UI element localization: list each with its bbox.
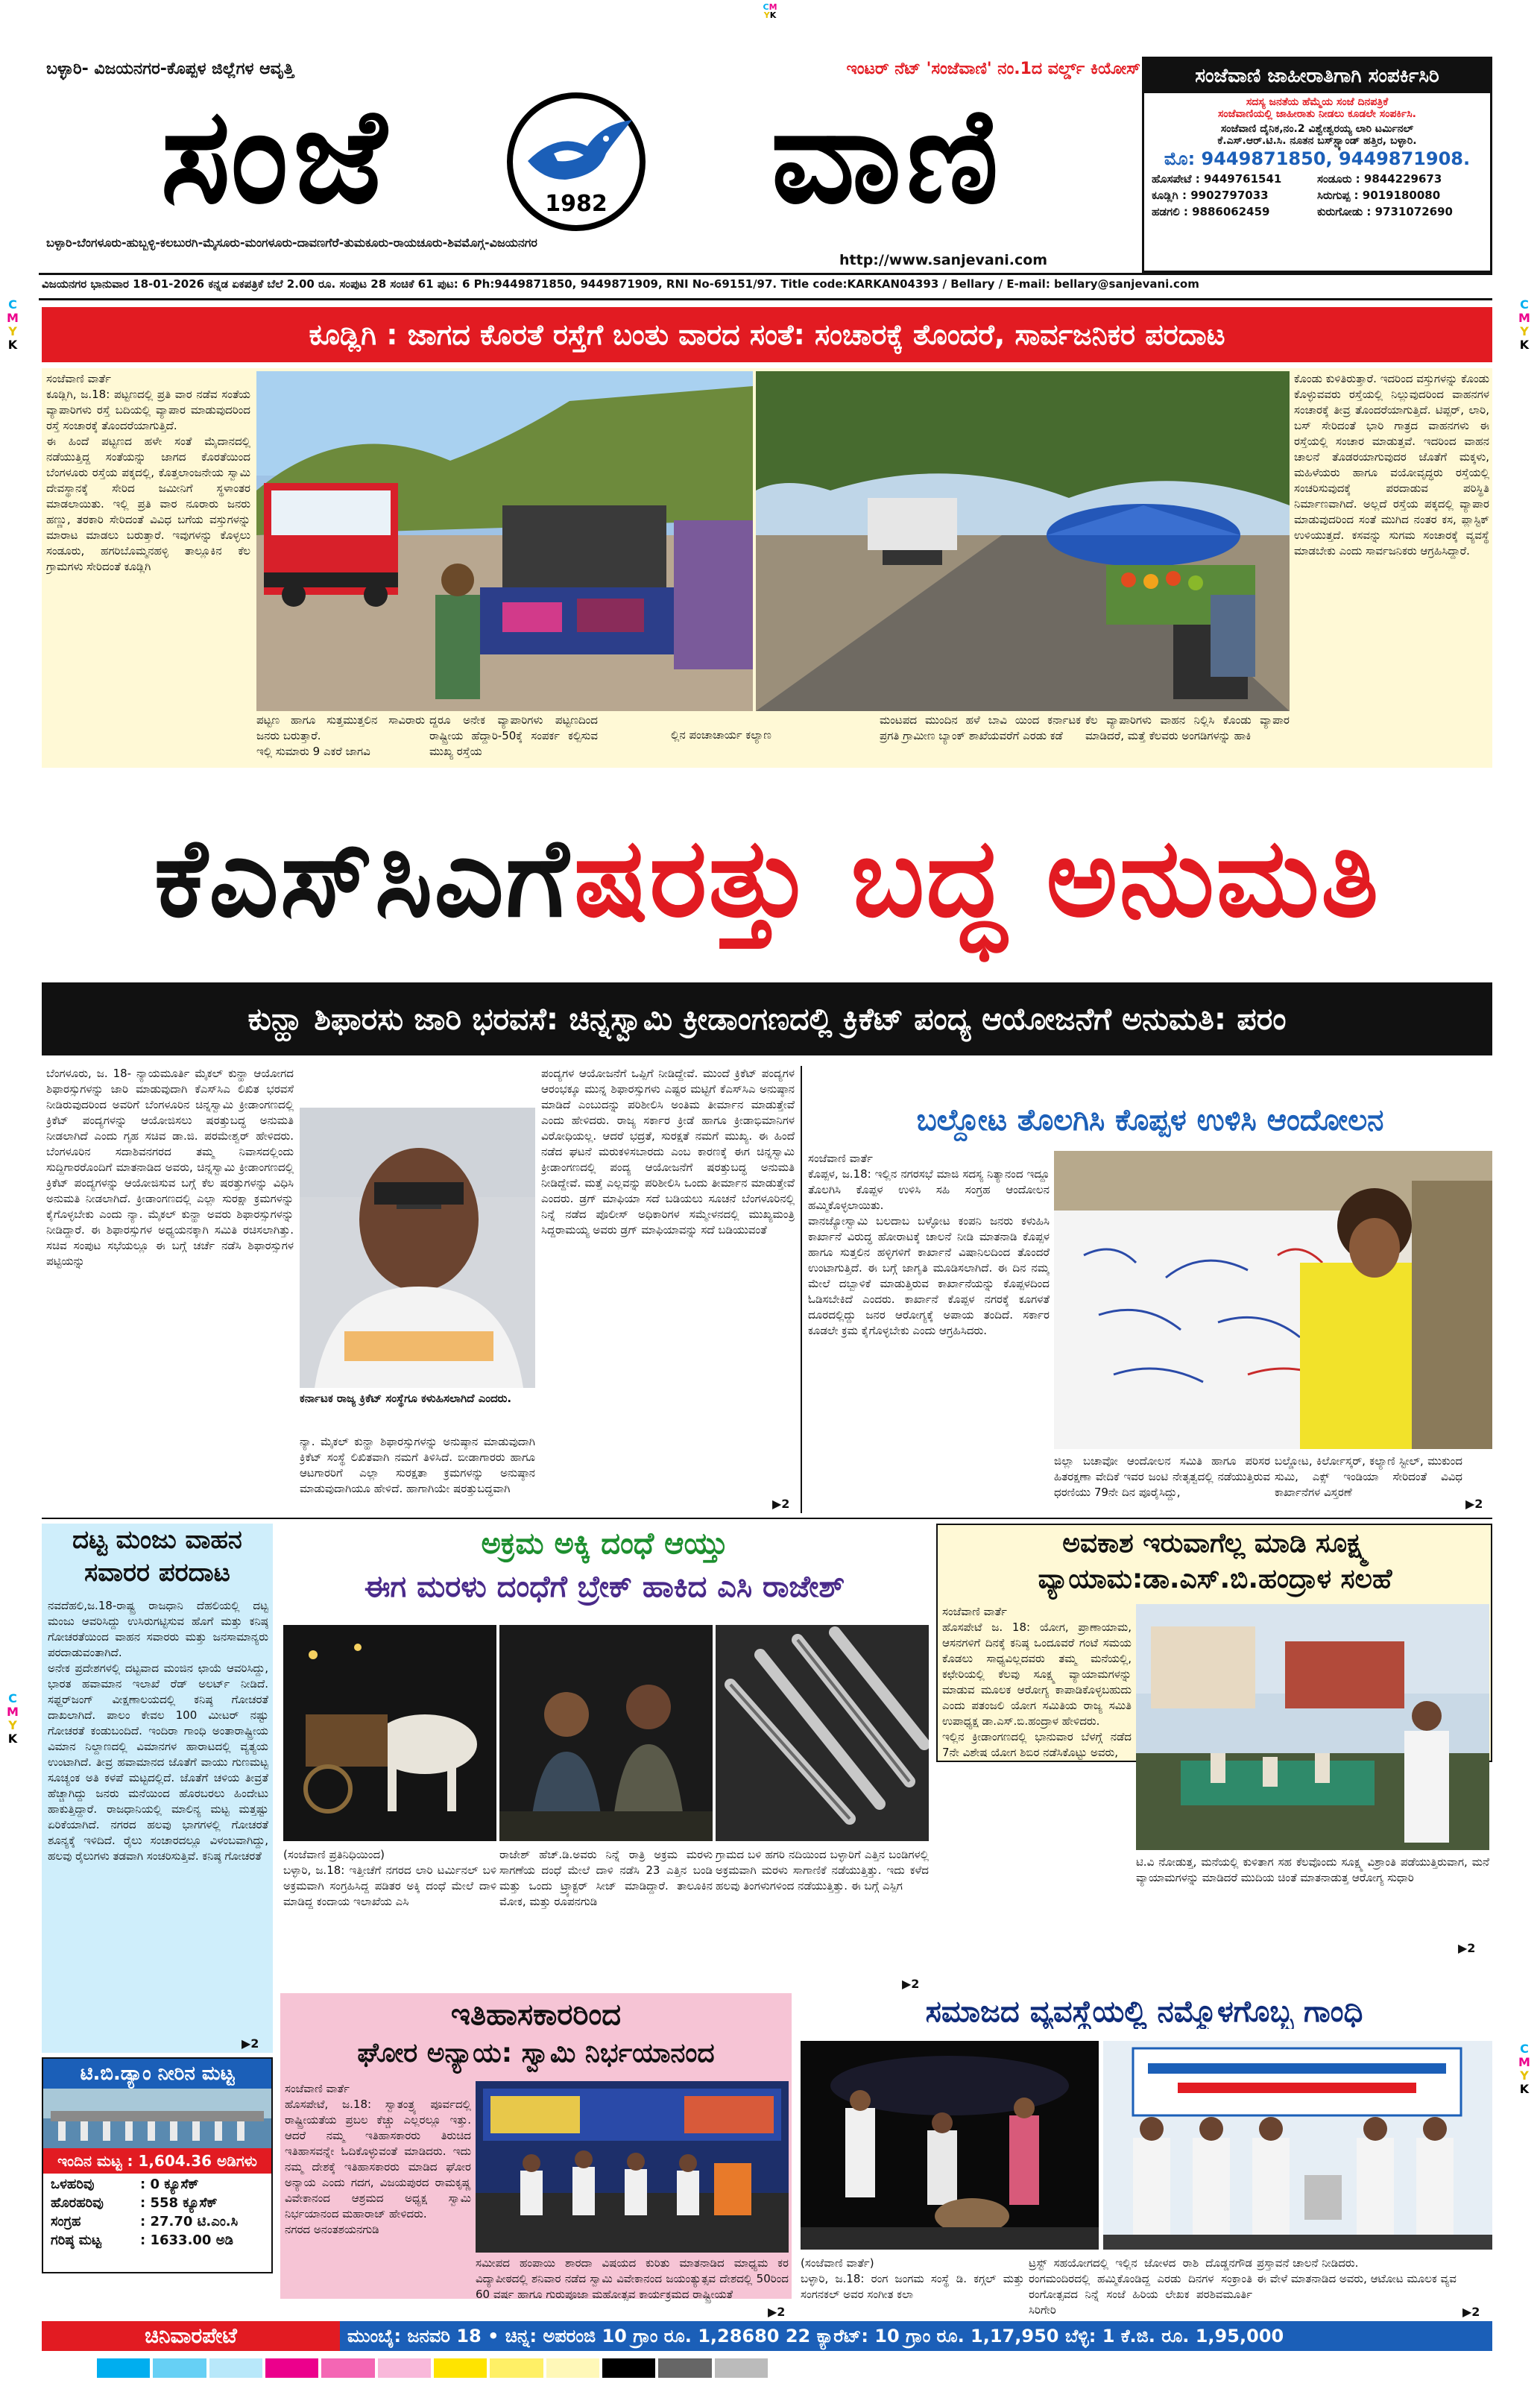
lead-photo <box>300 1108 535 1388</box>
ad-box-red-line-1: ಸದಸ್ಯ ಜನತೆಯ ಹೆಮ್ಮೆಯ ಸಂಜೆ ದಿನಪತ್ರಿಕೆ <box>1246 96 1389 108</box>
itihasa-continued: ▶2 <box>768 2305 786 2319</box>
ad-box-office-1: ಸಂಜೆವಾಣಿ ದೈನಿಕ,ನಂ.2 ವಿಶ್ವೇಶ್ವರಯ್ಯ ಲಾರಿ ಟರ್ಮಿನಲ್ <box>1220 123 1414 135</box>
internet-line: ಇಂಟರ್ ನೆಟ್ 'ಸಂಜೆವಾಣಿ' ನಂ.1ದ ವರ್ಲ್ಡ್ ಕಿಯೋಸ್ <box>846 60 1140 78</box>
edition-line: ಬಳ್ಳಾರಿ- ವಿಜಯನಗರ-ಕೊಪ್ಪಳ ಜಿಲ್ಲೆಗಳ ಆವೃತ್ತಿ <box>46 60 294 78</box>
ballot-headline: ಬಲ್ದೋಟ ತೊಲಗಿಸಿ ಕೊಪ್ಪಳ ಉಳಿಸಿ ಆಂದೋಲನ <box>916 1103 1384 1137</box>
ballot-caption-right: ಬಲ್ಡೋಟ, ಕಿರ್ಲೋಸ್ಕರ್, ಕಲ್ಯಾಣಿ ಸ್ಟೀಲ್, ಮುಕುಂದ ಸುಮಿ, ಎಕ್ಸ್ ಇಂಡಿಯಾ ಸೇರಿದಂತೆ ವಿವಿಧ ಕಾರ್ಖಾನೆಗಳ ವಿಸ್ತರಣೆ <box>1275 1454 1462 1499</box>
ad-box-contacts <box>1144 169 1490 221</box>
color-swatch <box>490 2358 543 2378</box>
registration-mark-right-1: C M Y K <box>1518 297 1530 352</box>
story1-right-col: ಕೊಂಡು ಕುಳಿತಿರುತ್ತಾರೆ. ಇದರಿಂದ ವಸ್ತುಗಳನ್ನು ಕೊಂಡು ಕೊಳ್ಳುವವರು ರಸ್ತೆಯಲ್ಲಿ ನಿಲ್ಲುವುದರಿಂದ ವಾಹನಗಳ ಸಂಚಾರಕ್ಕೆ ತೀವ್ರ ತೊಂದರೆಯಾಗುತ್ತಿದೆ. ಟಿಪ್ಪರ್, ಲಾರಿ, ಬಸ್ ಸೇರಿದಂತೆ ಭಾರಿ ಗಾತ್ರದ ವಾಹನಗಳು ಈ ರಸ್ತೆಯಲ್ಲಿ ಸಂಚಾರ ಮಾಡುತ್ತವೆ. ಇದರಿಂದ ವಾಹನ ಚಾಲನೆ ತೊಡರಯಾಗುವುದರ ಜೊತೆಗೆ ಮಕ್ಕಳು, ಮಹಿಳೆಯರು ಹಾಗೂ ವಯೋವೃದ್ಧರು ರಸ್ತೆಯಲ್ಲಿ ಸಂಚರಿಸುವುದಕ್ಕೆ ಪರದಾಡುವ ಪರಿಸ್ಥಿತಿ ನಿರ್ಮಾಣವಾಗಿದೆ. ಅಲ್ಲದೆ ರಸ್ತೆಯ ಪಕ್ಕದಲ್ಲಿ ವ್ಯಾಪಾರ ಮಾಡುವುದರಿಂದ ಸಂತೆ ಮುಗಿದ ನಂತರ ಕಸ, ಪ್ಲಾಸ್ಟಿಕ್ ಉಳಿಯುತ್ತದೆ. ಕಸವನ್ನು ಸುಗಮ ಸಂಚಾರಕ್ಕೆ ವ್ಯವಸ್ಥೆ ಮಾಡಬೇಕು ಎಂದು ಸಾರ್ವಜನಿಕರು ಆಗ್ರಹಿಸಿದ್ದಾರೆ. <box>1294 372 1489 558</box>
itihasa-headline-2: ಘೋರ ಅನ್ಯಾಯ: ಸ್ವಾಮಿ ನಿರ್ಭಯಾನಂದ <box>357 2038 715 2068</box>
color-swatch <box>434 2358 487 2378</box>
color-swatch <box>715 2358 768 2378</box>
lead-col2-below: ನ್ಯಾ. ಮೈಕಲ್ ಕುನ್ಹಾ ಶಿಫಾರಸ್ಸುಗಳನ್ನು ಅನುಷ್ಠಾನ ಮಾಡುವುದಾಗಿ ಕ್ರಿಕೆಟ್ ಸಂಸ್ಥೆ ಲಿಖಿತವಾಗಿ ನಮಗೆ ತಿಳಿಸಿದೆ. ಬೀಡಾಗಾರರು ಹಾಗೂ ಆಟಗಾರರಿಗೆ ಎಲ್ಲಾ ಸುರಕ್ಷತಾ ಕ್ರಮಗಳನ್ನು ಅನುಷ್ಠಾನ ಮಾಡುವುದಾಗಿಯೂ ಹೇಳಿದೆ. ಹಾಗಾಗಿಯೇ ಷರತ್ತುಬದ್ಧವಾಗಿ <box>300 1435 535 1495</box>
dateline-rule-bottom <box>39 298 1492 300</box>
dam-level: ಇಂದಿನ ಮಟ್ಟ : 1,604.36 ಅಡಿಗಳು <box>43 2148 271 2174</box>
gandhi-col3: ಪ್ರಸ್ತಾವನೆ ಚಾಲನೆ ನೀಡಿದರು. ಈ ವೇಳೆ ಮಾತನಾಡಿದ ಅವರು, ಆಟೋಟ ಮೂಲಕ ವ್ಯವ <box>1257 2256 1457 2285</box>
dateline: ವಿಜಯನಗರ ಭಾನುವಾರ 18-01-2026 ಕನ್ನಡ ಏಕಪತ್ರಿಕೆ ಬೆಲೆ 2.00 ರೂ. ಸಂಪುಟ 28 ಸಂಚಿಕೆ 61 ಪುಟ: 6 Ph:9449871850, 9449871909, RNI No-69151/97. Title code:KARKAN04393 / Bellary / E-mail: bellary@sanjevani.com <box>42 277 1199 291</box>
boat-headline-1: ದಟ್ಟ ಮಂಜು ವಾಹನ <box>72 1525 242 1555</box>
lead-subhead: ಕುನ್ಹಾ ಶಿಫಾರಸು ಜಾರಿ ಭರವಸೆ: ಚಿನ್ನಸ್ವಾಮಿ ಕ್ರೀಡಾಂಗಣದಲ್ಲಿ ಕ್ರಿಕೆಟ್ ಪಂದ್ಯ ಆಯೋಜನೆಗೆ ಅನುಮತಿ: ಪರಂ <box>247 1001 1287 1037</box>
dam-heading: ಟಿ.ಬಿ.ಡ್ಯಾಂ ನೀರಿನ ಮಟ್ಟ <box>43 2059 271 2089</box>
yoga-photo <box>1136 1604 1489 1850</box>
boat-headline-2: ಸವಾರರ ಪರದಾಟ <box>84 1558 230 1588</box>
akrama-photo-1 <box>283 1625 496 1841</box>
registration-mark-right-2: C M Y K <box>1518 2042 1530 2096</box>
story1-photo-2 <box>756 371 1290 711</box>
itihasa-photo <box>476 2081 789 2253</box>
lead-headline-red: ಷರತ್ತು ಬದ್ಧ ಅನುಮತಿ <box>573 815 1380 941</box>
gandhi-headline: ಸಮಾಜದ ವ್ಯವಸ್ಥೆಯಲ್ಲಿ ನಮ್ಮೊಳಗೊಬ್ಬ ಗಾಂಧಿ <box>925 1995 1363 2029</box>
ad-box-heading: ಸಂಜೆವಾಣಿ ಜಾಹೀರಾತಿಗಾಗಿ ಸಂಪರ್ಕಿಸಿರಿ <box>1144 59 1490 93</box>
story1-below-1: ಪಟ್ಟಣ ಹಾಗೂ ಸುತ್ತಮುತ್ತಲಿನ ಸಾವಿರಾರು ಜನರು ಬರುತ್ತಾರೆ. ಇಲ್ಲಿ ಸುಮಾರು 9 ಎಕರೆ ಜಾಗವಿ <box>256 713 425 758</box>
ad-box-red-line-2: ಸಂಜೆವಾಣಿಯಲ್ಲಿ ಜಾಹೀರಾತು ನೀಡಲು ಕೂಡಲೇ ಸಂಪರ್ಕಿಸಿ. <box>1218 108 1416 120</box>
lead-col1: ಬೆಂಗಳೂರು, ಜ. 18- ನ್ಯಾಯಮೂರ್ತಿ ಮೈಕಲ್ ಕುನ್ಹಾ ಆಯೋಗದ ಶಿಫಾರಸ್ಸುಗಳನ್ನು ಜಾರಿ ಮಾಡುವುದಾಗಿ ಕೆಎಸ್‌ಸಿಎ ಲಿಖಿತ ಭರವಸೆ ನೀಡಿರುವುದರಿಂದ ಅವರಿಗೆ ಬೆಂಗಳೂರಿನ ಚಿನ್ನಸ್ವಾಮಿ ಕ್ರೀಡಾಂಗಣದಲ್ಲಿ ಕ್ರಿಕೆಟ್ ಪಂದ್ಯಗಳನ್ನು ಆಯೋಜಿಸಲು ಷರತ್ತುಬದ್ಧ ಅನುಮತಿ ನೀಡಲಾಗಿದೆ ಎಂದು ಗೃಹ ಸಚಿವ ಡಾ.ಜಿ. ಪರಮೇಶ್ವರ್ ಹೇಳಿದರು. ಬೆಂಗಳೂರಿನ ಸದಾಶಿವನಗರದ ತಮ್ಮ ನಿವಾಸದಲ್ಲಿಂದು ಸುದ್ದಿಗಾರರೊಂದಿಗೆ ಮಾತನಾಡಿದ ಅವರು, ಚಿನ್ನಸ್ವಾಮಿ ಕ್ರೀಡಾಂಗಣದಲ್ಲಿ ಕ್ರಿಕೆಟ್ ಪಂದ್ಯಗಳನ್ನು ಆಯೋಜಿಸುವ ಬಗ್ಗೆ ಕೆಲ ಷರತ್ತುಗಳನ್ನು ವಿಧಿಸಿ ಅನುಮತಿ ನೀಡಲಾಗಿದೆ. ಕ್ರೀಡಾಂಗಣದಲ್ಲಿ ಎಲ್ಲಾ ಸುರಕ್ಷಾ ಕ್ರಮಗಳನ್ನು ಕೈಗೊಳ್ಳಬೇಕು ಎಂದು ನ್ಯಾ. ಮೈಕಲ್ ಕುನ್ಹಾ ಅವರು ಶಿಫಾರಸ್ಸುಗಳನ್ನು ನೀಡಿದ್ದಾರೆ. ಈ ಶಿಫಾರಸ್ಸುಗಳ ಅಧ್ಯಯನಕ್ಕಾಗಿ ಸಮಿತಿ ರಚಿಸಲಾಗಿತ್ತು. ಸಚಿವ ಸಂಪುಟ ಸಭೆಯಲ್ಲೂ ಈ ಬಗ್ಗೆ ಚರ್ಚೆ ನಡೆಸಿ ಶಿಫಾರಸ್ಸುಗಳ ಪಟ್ಟಿಯನ್ನು <box>46 1067 294 1268</box>
section-rule <box>42 1518 1492 1519</box>
color-swatch <box>97 2358 150 2378</box>
story1-photo-1 <box>256 371 753 711</box>
market-label: ಚಿನಿವಾರಪೇಟೆ <box>42 2321 340 2351</box>
registration-mark-left-2: C M Y K <box>7 1691 19 1746</box>
yoga-continued: ▶2 <box>1458 1941 1476 1955</box>
dam-photo <box>43 2089 271 2148</box>
contact-item: ಸಿರುಗುಪ್ಪ : 9019180080 <box>1317 189 1441 202</box>
masthead-cities: ಬಳ್ಳಾರಿ-ಬೆಂಗಳೂರು-ಹುಬ್ಬಳ್ಳಿ-ಕಲಬುರಗಿ-ಮೈಸೂರು-ಮಂಗಳೂರು-ದಾವಣಗೆರೆ-ತುಮಕೂರು-ರಾಯಚೂರು-ಶಿವಮೊಗ್ಗ-ವಿಜಯನಗರ <box>46 236 537 250</box>
lead-headline-black: ಕೆಎಸ್‌ಸಿಎಗೆ <box>154 815 570 941</box>
yoga-headline-2: ವ್ಯಾಯಾಮ:ಡಾ.ಎಸ್.ಬಿ.ಹಂದ್ರಾಳ ಸಲಹೆ <box>1038 1564 1392 1594</box>
registration-mark-top: CM YK <box>763 2 777 20</box>
ad-box-office-2: ಕೆ.ಎಸ್.ಆರ್.ಟಿ.ಸಿ. ನೂತನ ಬಸ್‌ಸ್ಟ್ಯಾಂಡ್ ಹತ್ತಿರ, ಬಳ್ಳಾರಿ. <box>1217 135 1417 147</box>
akrama-continued: ▶2 <box>902 1977 920 1991</box>
akrama-col2: ರಾಜೇಶ್ ಹೆಚ್.ಡಿ.ಅವರು ನಿನ್ನೆ ರಾತ್ರಿ ಅಕ್ರಮ ಮರಳು ಸಾಗಣೆಯ ದಂಧೆ ಮೇಲೆ ದಾಳಿ ನಡೆಸಿ 23 ಎತ್ತಿನ ಬಂಡಿ ಮತ್ತು ಒಂದು ಟ್ರ್ಯಾಕ್ಟರ್ ಸೀಜ್ ಮಾಡಿದ್ದಾರೆ. ತಾಲೂಕಿನ ಮೋಕ, ಮತ್ತು ರೂಪನಗುಡಿ <box>499 1848 713 1908</box>
dam-box <box>42 2057 273 2273</box>
story1-headline: ಕೂಡ್ಲಿಗಿ : ಜಾಗದ ಕೊರತೆ ರಸ್ತೆಗೆ ಬಂತು ವಾರದ ಸಂತೆ: ಸಂಚಾರಕ್ಕೆ ತೊಂದರೆ, ಸಾರ್ವಜನಿಕರ ಪರದಾಟ <box>309 318 1225 351</box>
gandhi-photo-2 <box>1103 2041 1492 2250</box>
masthead-title-left: ಸಂಜೆ <box>160 80 391 233</box>
lead-col3: ಪಂದ್ಯಗಳ ಆಯೋಜನೆಗೆ ಒಪ್ಪಿಗೆ ನೀಡಿದ್ದೇವೆ. ಮುಂದೆ ಕ್ರಿಕೆಟ್ ಪಂದ್ಯಗಳ ಆರಂಭಕ್ಕೂ ಮುನ್ನ ಶಿಫಾರಸ್ಸುಗಳು ಎಷ್ಟರ ಮಟ್ಟಿಗೆ ಕೆಎಸ್‌ಸಿಎ ಅನುಷ್ಠಾನ ಮಾಡಿದೆ ಎಂಬುದನ್ನು ಪರಿಶೀಲಿಸಿ ಅಂತಿಮ ತೀರ್ಮಾನ ಮಾಡುತ್ತೇವೆ ಎಂದು ಹೇಳಿದರು. ರಾಜ್ಯ ಸರ್ಕಾರ ಕ್ರೀಡೆ ಹಾಗೂ ಕ್ರೀಡಾಭಿಮಾನಿಗಳ ವಿರೋಧಿಯಲ್ಲ. ಆದರೆ ಭದ್ರತೆ, ಸುರಕ್ಷತೆ ನಮಗೆ ಮುಖ್ಯ. ಈ ಹಿಂದೆ ನಡೆದ ಘಟನೆ ಮರುಕಳಿಸಬಾರದು ಎಂಬ ಕಾರಣಕ್ಕೆ ಈಗ ಚಿನ್ನಸ್ವಾಮಿ ಕ್ರೀಡಾಂಗಣದಲ್ಲಿ ಪಂದ್ಯ ಆಯೋಜನೆಗೆ ಷರತ್ತುಬದ್ಧ ಅನುಮತಿ ನೀಡಿದ್ದೇವೆ. ಮತ್ತೆ ಎಲ್ಲವನ್ನು ಪರಿಶೀಲಿಸಿ ಒಂದು ತೀರ್ಮಾನ ಮಾಡುತ್ತೇವೆ ಎಂದರು. ಡ್ರಗ್ ಮಾಫಿಯಾ ಸದೆ ಬಡಿಯಲು ಸೂಚನೆ ಬೆಂಗಳೂರಿನಲ್ಲಿ ನಿನ್ನೆ ನಡೆದ ಪೊಲೀಸ್ ಅಧಿಕಾರಿಗಳ ಸಮ್ಮೇಳನದಲ್ಲಿ ಮುಖ್ಯಮಂತ್ರಿ ಸಿದ್ದರಾಮಯ್ಯ ಅವರು ಡ್ರಗ್ ಮಾಫಿಯಾವನ್ನು ಸದೆ ಬಡಿಯುವಂತೆ <box>541 1067 795 1237</box>
dove-icon <box>513 109 640 198</box>
story1-below-5: ಕೆಲ ವ್ಯಾಪಾರಿಗಳು ವಾಹನ ನಿಲ್ಲಿಸಿ ಕೊಂಡು ವ್ಯಾಪಾರ ಮಾಡಿದರೆ, ಮತ್ತೆ ಕೆಲವರು ಅಂಗಡಿಗಳನ್ನು ಹಾಕಿ <box>1085 713 1290 742</box>
market-ticker: ಮುಂಬೈ: ಜನವರಿ 18 • ಚಿನ್ನ: ಅಪರಂಜಿ 10 ಗ್ರಾಂ ರೂ. 1,28680 22 ಕ್ಯಾರೆಟ್: 10 ಗ್ರಾಂ ರೂ. 1,17,950 ಬೆಳ್ಳಿ: 1 ಕೆ.ಜಿ. ರೂ. 1,95,000 <box>347 2326 1284 2346</box>
ballot-photo <box>1054 1151 1492 1449</box>
gandhi-col2: ಟ್ರಸ್ಟ್ ಸಹಯೋಗದಲ್ಲಿ ಇಲ್ಲಿನ ಜೋಳದ ರಾಶಿ ದೊಡ್ಡನಗೌಡ ರಂಗಮಂದಿರದಲ್ಲಿ ಹಮ್ಮಿಕೊಂಡಿದ್ದ ಎರಡು ದಿನಗಳ ಸಂಕ್ರಾಂತಿ ರಂಗೋತ್ಸವದ ನಿನ್ನೆ ಸಂಜೆ ಹಿರಿಯ ಲೇಖಕ ಪರಶಿವಮೂರ್ತಿ ಸಿರಿಗೇರಿ <box>1029 2256 1252 2317</box>
color-swatch <box>265 2358 318 2378</box>
yoga-right-text: ಟಿ.ವಿ ನೋಡುತ್ತ, ಮನೆಯಲ್ಲಿ ಕುಳಿತಾಗ ಸಹ ಕೆಲವೊಂದು ಸೂಕ್ಷ್ಮ ವಿಶ್ರಾಂತಿ ಪಡೆಯುತ್ತಿರುವಾಗ, ಮನೆ ವ್ಯಾಯಾಮಗಳನ್ನು ಮಾಡಿದರೆ ಮುದಿಯ ಚಿಂತೆ ಮಾತನಾಡುತ್ತ ಆರೋಗ್ಯ ಸುಧಾರಿ <box>1136 1855 1489 1884</box>
itihasa-col1: ಸಂಜೆವಾಣಿ ವಾರ್ತೆ ಹೊಸಪೇಟೆ, ಜ.18: ಸ್ವಾತಂತ್ರ್ಯ ಪೂರ್ವದಲ್ಲಿ ರಾಷ್ಟ್ರೀಯತೆಯ ಪ್ರಬಲ ಕೆಚ್ಚು ಎಲ್ಲರಲ್ಲೂ ಇತ್ತು. ಆದರೆ ನಮ್ಮ ಇತಿಹಾಸಕಾರರು ತಿರುಚಿದ ಇತಿಹಾಸವನ್ನೇ ಓದಿಕೊಳ್ಳುವಂತೆ ಮಾಡಿದರು. ಇದು ನಮ್ಮ ದೇಶಕ್ಕೆ ಇತಿಹಾಸಕಾರರು ಮಾಡಿದ ಘೋರ ಅನ್ಯಾಯ ಎಂದು ಗದಗ, ವಿಜಯಪುರದ ರಾಮಕೃಷ್ಣ ವಿವೇಕಾನಂದ ಆಶ್ರಮದ ಅಧ್ಯಕ್ಷ ಸ್ವಾಮಿ ನಿರ್ಭಯಾನಂದ ಮಹಾರಾಜ್ ಹೇಳಿದರು. ನಗರದ ಅನಂತಶಯನಗುಡಿ <box>285 2082 471 2236</box>
color-swatch <box>602 2358 655 2378</box>
contact-item: ಕೂಡ್ಲಿಗಿ : 9902797033 <box>1152 189 1269 202</box>
itihasa-below: ಸಮೀಪದ ಹಂಪಾಯಿ ಶಾರದಾ ವಿಷಯದ ಕುರಿತು ಮಾತನಾಡಿದ ಮಾಧ್ಯಮ ಕರ ವಿದ್ಯಾಪೀಠದಲ್ಲಿ ಶನಿವಾರ ನಡೆದ ಸ್ವಾಮಿ ವಿವೇಕಾನಂದ ಜಯಂತ್ಯುತ್ಸವ ದೇಶದಲ್ಲಿ 50ರಿಂದ 60 ವರ್ಷ ಹಾಗೂ ಗುರುಪೂಜಾ ಮಹೋತ್ಸವ ಕಾರ್ಯಕ್ರಮದ ರಾಷ್ಟ್ರೀಯತೆ <box>476 2256 789 2301</box>
masthead-year: 1982 <box>545 191 608 217</box>
story1-col1: ಸಂಜೆವಾಣಿ ವಾರ್ತೆ ಕೂಡ್ಲಿಗಿ, ಜ.18: ಪಟ್ಟಣದಲ್ಲಿ ಪ್ರತಿ ವಾರ ನಡೆವ ಸಂತೆಯ ವ್ಯಾಪಾರಿಗಳು ರಸ್ತೆ ಬದಿಯಲ್ಲಿ ವ್ಯಾಪಾರ ಮಾಡುವುದರಿಂದ ರಸ್ತೆ ಸಂಚಾರಕ್ಕೆ ತೊಂದರೆಯಾಗುತ್ತಿದೆ. ಈ ಹಿಂದೆ ಪಟ್ಟಣದ ಹಳೇ ಸಂತೆ ಮೈದಾನದಲ್ಲಿ ನಡೆಯುತ್ತಿದ್ದ ಸಂತೆಯನ್ನು ಜಾಗದ ಕೊರತೆಯಿಂದ ಬೆಂಗಳೂರು ರಸ್ತೆಯ ಪಕ್ಕದಲ್ಲಿ, ಕೊತ್ತಲಾಂಜನೇಯ ಸ್ವಾಮಿ ದೇವಸ್ಥಾನಕ್ಕೆ ಸೇರಿದ ಜಮೀನಿಗೆ ಸ್ಥಳಾಂತರ ಮಾಡಲಾಯಿತು. ಇಲ್ಲಿ ಪ್ರತಿ ವಾರ ನೂರಾರು ಜನರು ಹಣ್ಣು, ತರಕಾರಿ ಸೇರಿದಂತೆ ವಿವಿಧ ಬಗೆಯ ವಸ್ತುಗಳನ್ನು ಮಾರಾಟ ಮಾಡಲು ಬರುತ್ತಾರೆ. ಇವುಗಳನ್ನು ಕೊಳ್ಳಲು ಸಂಡೂರು, ಹಗರಿಬೊಮ್ಮನಹಳ್ಳಿ ತಾಲ್ಲೂಕಿನ ಕೆಲ ಗ್ರಾಮಗಳು ಸೇರಿದಂತೆ ಕೂಡ್ಲಿಗಿ <box>46 372 250 573</box>
color-swatch <box>321 2358 374 2378</box>
dam-row: ಹೊರಹರಿವು : 558 ಕ್ಯೂಸೆಕ್ <box>51 2195 218 2211</box>
masthead-title-right: ವಾಣಿ <box>771 80 1003 233</box>
ballot-body: ಸಂಜೆವಾಣಿ ವಾರ್ತೆ ಕೊಪ್ಪಳ, ಜ.18: ಇಲ್ಲಿನ ನಗರಸಭೆ ಮಾಜಿ ಸದಸ್ಯ ನಿತ್ಯಾನಂದ ಇದ್ದೂ ತೊಲಗಿಸಿ ಕೊಪ್ಪಳ ಉಳಿಸಿ ಸಹಿ ಸಂಗ್ರಹ ಆಂದೋಲನ ಹಮ್ಮಿಕೊಳ್ಳಲಾಯಿತು. ವಾನಜ್ಯೋಸ್ವಾಮಿ ಬಲದಾಬ ಬಳ್ಳೋಟ ಕಂಪನಿ ಜನರು ಕಳುಹಿಸಿ ಕಾರ್ಖಾನೆ ವಿರುದ್ಧ ಹೋರಾಟಕ್ಕೆ ಚಾಲನೆ ನೀಡಿ ಮಾತನಾಡಿ ಕೊಪ್ಪಳ ಹಾಗೂ ಸುತ್ತಲಿನ ಹಳ್ಳಿಗಳಿಗೆ ಕಾರ್ಖಾನೆ ವಿಷಾನಿಲದಿಂದ ತೊಂದರೆ ಉಂಟಾಗುತ್ತಿದೆ. ಈ ಬಗ್ಗೆ ಜಾಗೃತಿ ಮೂಡಿಸಲಾಗಿದೆ. ಈ ದಿನ ನಮ್ಮ ಮೇಲೆ ದಬ್ಬಾಳಿಕೆ ಮಾಡುತ್ತಿರುವ ಕಾರ್ಖಾನೆಯನ್ನು ಕೊಪ್ಪಳದಿಂದ ಓಡಿಸಬೇಕಿದೆ ಎಂದರು. ಕಾರ್ಖಾನೆ ಕೊಪ್ಪಳ ನಗರಕ್ಕೆ ಕೂಗಳತೆ ದೂರದಲ್ಲಿದ್ದು ಜನರ ಆರೋಗ್ಯಕ್ಕೆ ಅಪಾಯ ತಂದಿದೆ. ಸರ್ಕಾರ ಕೂಡಲೇ ಕ್ರಮ ಕೈಗೊಳ್ಳಬೇಕು ಎಂದು ಆಗ್ರಹಿಸಿದರು. <box>808 1152 1050 1337</box>
contact-item: ಸಂಡೂರು : 9844229673 <box>1317 172 1442 186</box>
lead-headline <box>42 775 1492 981</box>
lead-subhead-bar <box>42 982 1492 1055</box>
color-swatch <box>153 2358 206 2378</box>
color-calibration-strip <box>97 2358 768 2378</box>
dateline-rule-top <box>39 273 1492 275</box>
color-swatch <box>546 2358 599 2378</box>
lead-divider <box>801 1066 802 1513</box>
color-swatch <box>658 2358 711 2378</box>
contact-item: ಕುರುಗೋಡು : 9731072690 <box>1317 205 1453 218</box>
yoga-body: ಸಂಜೆವಾಣಿ ವಾರ್ತೆ ಹೊಸಪೇಟೆ ಜ. 18: ಯೋಗ, ಪ್ರಾಣಾಯಾಮ, ಆಸನಗಳಿಗೆ ದಿನಕ್ಕೆ ಕನಿಷ್ಠ ಒಂದೂವರೆ ಗಂಟೆ ಸಮಯ ಕೊಡಲು ಸಾಧ್ಯವಿಲ್ಲದವರು ತಮ್ಮ ಮನೆಯಲ್ಲಿ, ಕಛೇರಿಯಲ್ಲಿ ಕೆಲವು ಸೂಕ್ಷ್ಮ ವ್ಯಾಯಾಮಗಳನ್ನು ಮಾಡುವ ಮೂಲಕ ಆರೋಗ್ಯ ಕಾಪಾಡಿಕೊಳ್ಳಬಹುದು ಎಂದು ಪತಂಜಲಿ ಯೋಗ ಸಮಿತಿಯ ರಾಜ್ಯ ಸಮಿತಿ ಉಪಾಧ್ಯಕ್ಷ ಡಾ.ಎಸ್.ಬಿ.ಹಂದ್ರಾಳ ಹೇಳಿದರು. ಇಲ್ಲಿನ ಕ್ರೀಡಾಂಗಣದಲ್ಲಿ ಭಾನುವಾರ ಬೆಳಗ್ಗೆ ನಡೆದ 7ನೇ ವಿಶೇಷ ಯೋಗ ಶಿಬಿರ ನಡೆಸಿಕೊಟ್ಟು ಅವರು, <box>942 1605 1132 1759</box>
akrama-photo-2 <box>499 1625 713 1841</box>
dam-row: ಒಳಹರಿವು : 0 ಕ್ಯೂಸೆಕ್ <box>51 2177 199 2192</box>
masthead-website[interactable]: http://www.sanjevani.com <box>839 252 1048 268</box>
ballot-continued: ▶2 <box>1465 1497 1483 1511</box>
akrama-headline-2: ಈಗ ಮರಳು ದಂಧೆಗೆ ಬ್ರೇಕ್ ಹಾಕಿದ ಎಸಿ ರಾಜೇಶ್ <box>364 1570 845 1604</box>
story1-headline-bar <box>42 307 1492 362</box>
akrama-headline-1: ಅಕ್ರಮ ಅಕ್ಕಿ ದಂಧೆ ಆಯ್ತು <box>481 1527 728 1561</box>
color-swatch <box>209 2358 262 2378</box>
gandhi-continued: ▶2 <box>1462 2305 1480 2319</box>
yoga-headline-1: ಅವಕಾಶ ಇರುವಾಗೆಲ್ಲ ಮಾಡಿ ಸೂಕ್ಷ್ಮ <box>1062 1528 1368 1559</box>
boat-body: ನವದೆಹಲಿ,ಜ.18-ರಾಷ್ಟ್ರ ರಾಜಧಾನಿ ದೆಹಲಿಯಲ್ಲಿ ದಟ್ಟ ಮಂಜು ಆವರಿಸಿದ್ದು ಉಸಿರುಗಟ್ಟಿಸುವ ಹೊಗೆ ಮತ್ತು ಕನಿಷ್ಠ ಗೋಚರತೆಯಿಂದ ವಾಹನ ಸವಾರರು ಮತ್ತು ಜನಸಾಮಾನ್ಯರು ಪರದಾಡುವಂತಾಗಿದೆ. ಅನೇಕ ಪ್ರದೇಶಗಳಲ್ಲಿ ದಟ್ಟವಾದ ಮಂಜಿನ ಛಾಯೆ ಆವರಿಸಿದ್ದು, ಭಾರತ ಹವಾಮಾನ ಇಲಾಖೆ ರೆಡ್ ಅಲರ್ಟ್ ನೀಡಿದೆ. ಸಫ್ದರ್‌ಜಂಗ್ ವೀಕ್ಷಣಾಲಯದಲ್ಲಿ ಕನಿಷ್ಠ ಗೋಚರತೆ ದಾಖಲಾಗಿದೆ. ಪಾಲಂ ಕೇವಲ 100 ಮೀಟರ್ ನಷ್ಟು ಗೋಚರತೆ ಕಂಡುಬಂದಿದೆ. ಇಂದಿರಾ ಗಾಂಧಿ ಅಂತಾರಾಷ್ಟ್ರೀಯ ವಿಮಾನ ನಿಲ್ದಾಣದಲ್ಲಿ ವಿಮಾನಗಳ ಹಾರಾಟದಲ್ಲಿ ವ್ಯತ್ಯಯ ಉಂಟಾಗಿದೆ. ತೀವ್ರ ಹವಾಮಾನದ ಜೊತೆಗೆ ವಾಯು ಗುಣಮಟ್ಟ ಸೂಚ್ಯಂಕ ಅತಿ ಕಳಪೆ ಮಟ್ಟದಲ್ಲಿದೆ. ಜೊತೆಗೆ ಚಳಿಯ ತೀವ್ರತೆ ಹೆಚ್ಚಾಗಿದ್ದು ಜನರು ಮನೆಯಿಂದ ಹೊರಬರಲು ಹಿಂದೇಟು ಹಾಕುತ್ತಿದ್ದಾರೆ. ರಾಜಧಾನಿಯಲ್ಲಿ ಮಾಲಿನ್ಯ ಮಟ್ಟ ಮತ್ತಷ್ಟು ಏರಿಕೆಯಾಗಿದೆ. ನಗರದ ಹಲವು ಭಾಗಗಳಲ್ಲಿ ಗೋಚರತೆ ಶೂನ್ಯಕ್ಕೆ ಇಳಿದಿದೆ. ರೈಲು ಸಂಚಾರದಲ್ಲೂ ವಿಳಂಬವಾಗಿದ್ದು, ಹಲವು ರೈಲುಗಳು ತಡವಾಗಿ ಸಂಚರಿಸುತ್ತಿವೆ. ಕನಿಷ್ಠ ಗೋಚರತೆ <box>48 1599 268 1863</box>
ad-box-mobile: ಮೊ: 9449871850, 9449871908. <box>1164 148 1471 169</box>
dam-row: ಗರಿಷ್ಠ ಮಟ್ಟ : 1633.00 ಅಡಿ <box>51 2232 233 2248</box>
akrama-col3: ಗ್ರಾಮದ ಬಳಿ ಹಗರಿ ನದಿಯಿಂದ ಬಳ್ಳಾರಿಗೆ ಎತ್ತಿನ ಬಂಡಿಗಳಲ್ಲಿ ಅಕ್ರಮವಾಗಿ ಮರಳು ಸಾಗಾಣಿಕೆ ನಡೆಯುತ್ತಿತ್ತು. ಇದು ಕಳೆದ ಹಲವು ತಿಂಗಳುಗಳಿಂದ ನಡೆಯುತ್ತಿತ್ತು. ಈ ಬಗ್ಗೆ ಎಸ್ಪಿಗ <box>716 1848 929 1893</box>
ballot-caption-left: ಜಿಲ್ಲಾ ಬಚಾವೋ ಆಂದೋಲನ ಸಮಿತಿ ಹಾಗೂ ಪರಿಸರ ಹಿತರಕ್ಷಣಾ ವೇದಿಕೆ ಇವರ ಜಂಟಿ ನೇತೃತ್ವದಲ್ಲಿ ನಡೆಯುತ್ತಿರುವ ಧರಣಿಯು 79ನೇ ದಿನ ಪೂರೈಸಿದ್ದು, <box>1054 1454 1270 1499</box>
masthead-emblem <box>507 92 646 231</box>
color-swatch <box>378 2358 431 2378</box>
lead-continued: ▶2 <box>772 1497 790 1511</box>
gandhi-photo-1 <box>801 2041 1099 2250</box>
contact-item: ಹಡಗಲಿ : 9886062459 <box>1152 205 1270 218</box>
lead-photo-caption: ಕರ್ನಾಟಕ ರಾಜ್ಯ ಕ್ರಿಕೆಟ್ ಸಂಸ್ಥೆಗೂ ಕಳುಹಿಸಲಾಗಿದೆ ಎಂದರು. <box>300 1392 512 1405</box>
ad-box <box>1142 57 1492 273</box>
story1-below-2: ದ್ದರೂ ಅನೇಕ ವ್ಯಾಪಾರಿಗಳು ಪಟ್ಟಣದಿಂದ ರಾಷ್ಟ್ರೀಯ ಹೆದ್ದಾರಿ-50ಕ್ಕೆ ಸಂಪರ್ಕ ಕಲ್ಪಿಸುವ ಮುಖ್ಯ ರಸ್ತೆಯ <box>429 713 598 758</box>
masthead-logo <box>45 82 1126 231</box>
itihasa-headline-1: ಇತಿಹಾಸಕಾರರಿಂದ <box>450 1998 622 2032</box>
boat-continued: ▶2 <box>242 2036 259 2051</box>
registration-mark-left-1: C M Y K <box>7 297 19 352</box>
dam-row: ಸಂಗ್ರಹ : 27.70 ಟಿ.ಎಂ.ಸಿ <box>51 2214 239 2229</box>
akrama-col1: (ಸಂಜೆವಾಣಿ ಪ್ರತಿನಿಧಿಯಿಂದ) ಬಳ್ಳಾರಿ, ಜ.18: ಇತ್ತೀಚೆಗೆ ನಗರದ ಲಾರಿ ಟರ್ಮಿನಲ್ ಬಳಿ ಅಕ್ರಮವಾಗಿ ಸಂಗ್ರಹಿಸಿದ್ದ ಪಡಿತರ ಅಕ್ಕಿ ದಂಧೆ ಮೇಲೆ ದಾಳಿ ಮಾಡಿದ್ದ ಕಂದಾಯ ಇಲಾಖೆಯ ಎಸಿ <box>283 1848 496 1908</box>
gandhi-col1: (ಸಂಜೆವಾಣಿ ವಾರ್ತೆ) ಬಳ್ಳಾರಿ, ಜ.18: ರಂಗ ಜಂಗಮ ಸಂಸ್ಥೆ ಡಿ. ಕಗ್ಗಲ್ ಮತ್ತು ಸಂಗನಕಲ್ ಅವರ ಸಂಗೀತ ಕಲಾ <box>801 2256 1024 2301</box>
dam-level-value: 1,604.36 ಅಡಿಗಳು <box>138 2152 257 2170</box>
akrama-photo-3 <box>716 1625 929 1841</box>
story1-below-4: ಮಂಟಪದ ಮುಂದಿನ ಹಳೆ ಬಾವಿ ಯಿಂದ ಕರ್ನಾಟಕ ಪ್ರಗತಿ ಗ್ರಾಮೀಣ ಬ್ಯಾಂಕ್ ಶಾಖೆಯವರೆಗೆ ಎರಡು ಕಡೆ <box>880 713 1081 742</box>
contact-item: ಹೊಸಪೇಟೆ : 9449761541 <box>1152 172 1282 186</box>
story1-below-3: ಲ್ಲಿನ ಪಂಚಾಚಾರ್ಯ ಕಲ್ಯಾಣ <box>671 728 771 742</box>
